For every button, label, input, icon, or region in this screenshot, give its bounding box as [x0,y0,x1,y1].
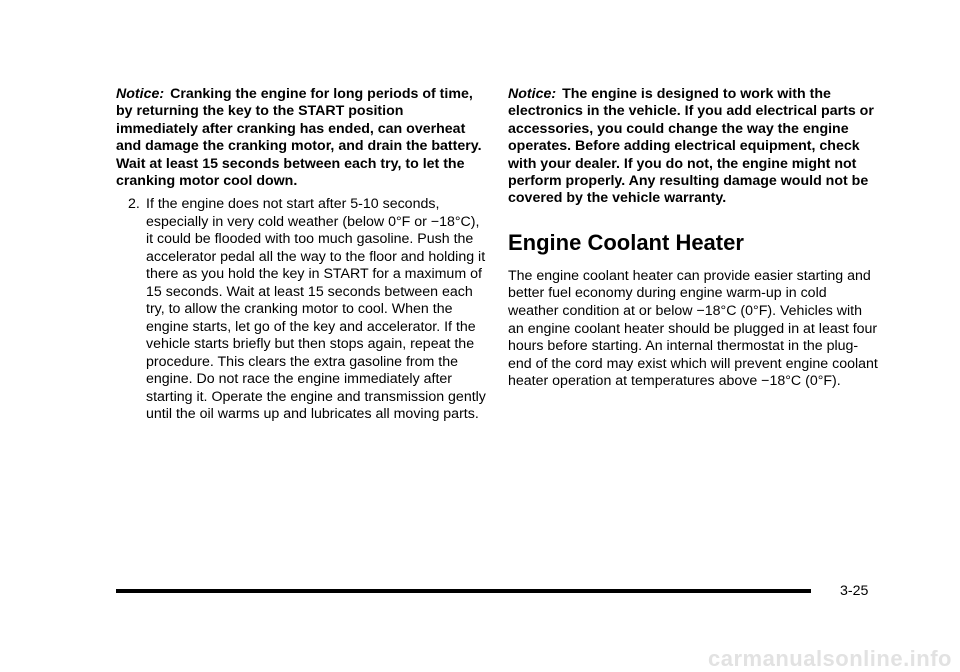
left-column [116,86,488,424]
notice-label: Notice: [116,86,165,102]
step-item [116,196,488,424]
section-paragraph: The engine coolant heater can provide easier starting and better fuel economy during engine warm-up in cold weather condition at or below −18°C (0°F). Vehicles with an engine coolant heater should be plugged in at least four hours before starting. An internal thermostat in the plug-end of the cord may exist which will prevent engine coolant heater operation at temperatures above −18°C (0°F). [508,267,878,390]
footer-rule [116,589,811,593]
electronics-notice [508,86,880,208]
cranking-notice [116,86,488,190]
page-number: 3-25 [840,583,869,599]
step-text: If the engine does not start after 5-10 seconds, especially in very cold weather (below 0°F or −18°C), it could be flooded with too much gasoline. Push the accelerator pedal all the way to the floor and holding it there as you hold the key in START for a maximum of 15 seconds. Wait at least 15 seconds between each try, to allow the cranking motor to cool. When the engine starts, let go of the key and accelerator. If the vehicle starts briefly but then stops again, repeat the procedure. This clears the extra gasoline from the engine. Do not race the engine immediately after starting it. Operate the engine and transmission gently until the oil warms up and lubricates all moving parts. [146,196,486,423]
notice-label: Notice: [508,86,557,102]
watermark: carmanualsonline.info [708,646,952,671]
section-heading: Engine Coolant Heater [508,229,744,255]
notice-text: Cranking the engine for long periods of time, by returning the key to the START position immediately after cranking has ended, can overheat and damage the cranking motor, and drain the battery. Wait at least 15 seconds between each try, to let the cranking motor cool down. [116,86,482,190]
step-number: 2. [128,196,140,213]
notice-text: The engine is designed to work with the electronics in the vehicle. If you add electrical parts or accessories, you could change the way the engine operates. Before adding electrical equipment, check with your dealer. If you do not, the engine might not perform properly. Any resulting damage would not be covered by the vehicle warranty. [508,86,874,207]
right-column [508,86,880,391]
